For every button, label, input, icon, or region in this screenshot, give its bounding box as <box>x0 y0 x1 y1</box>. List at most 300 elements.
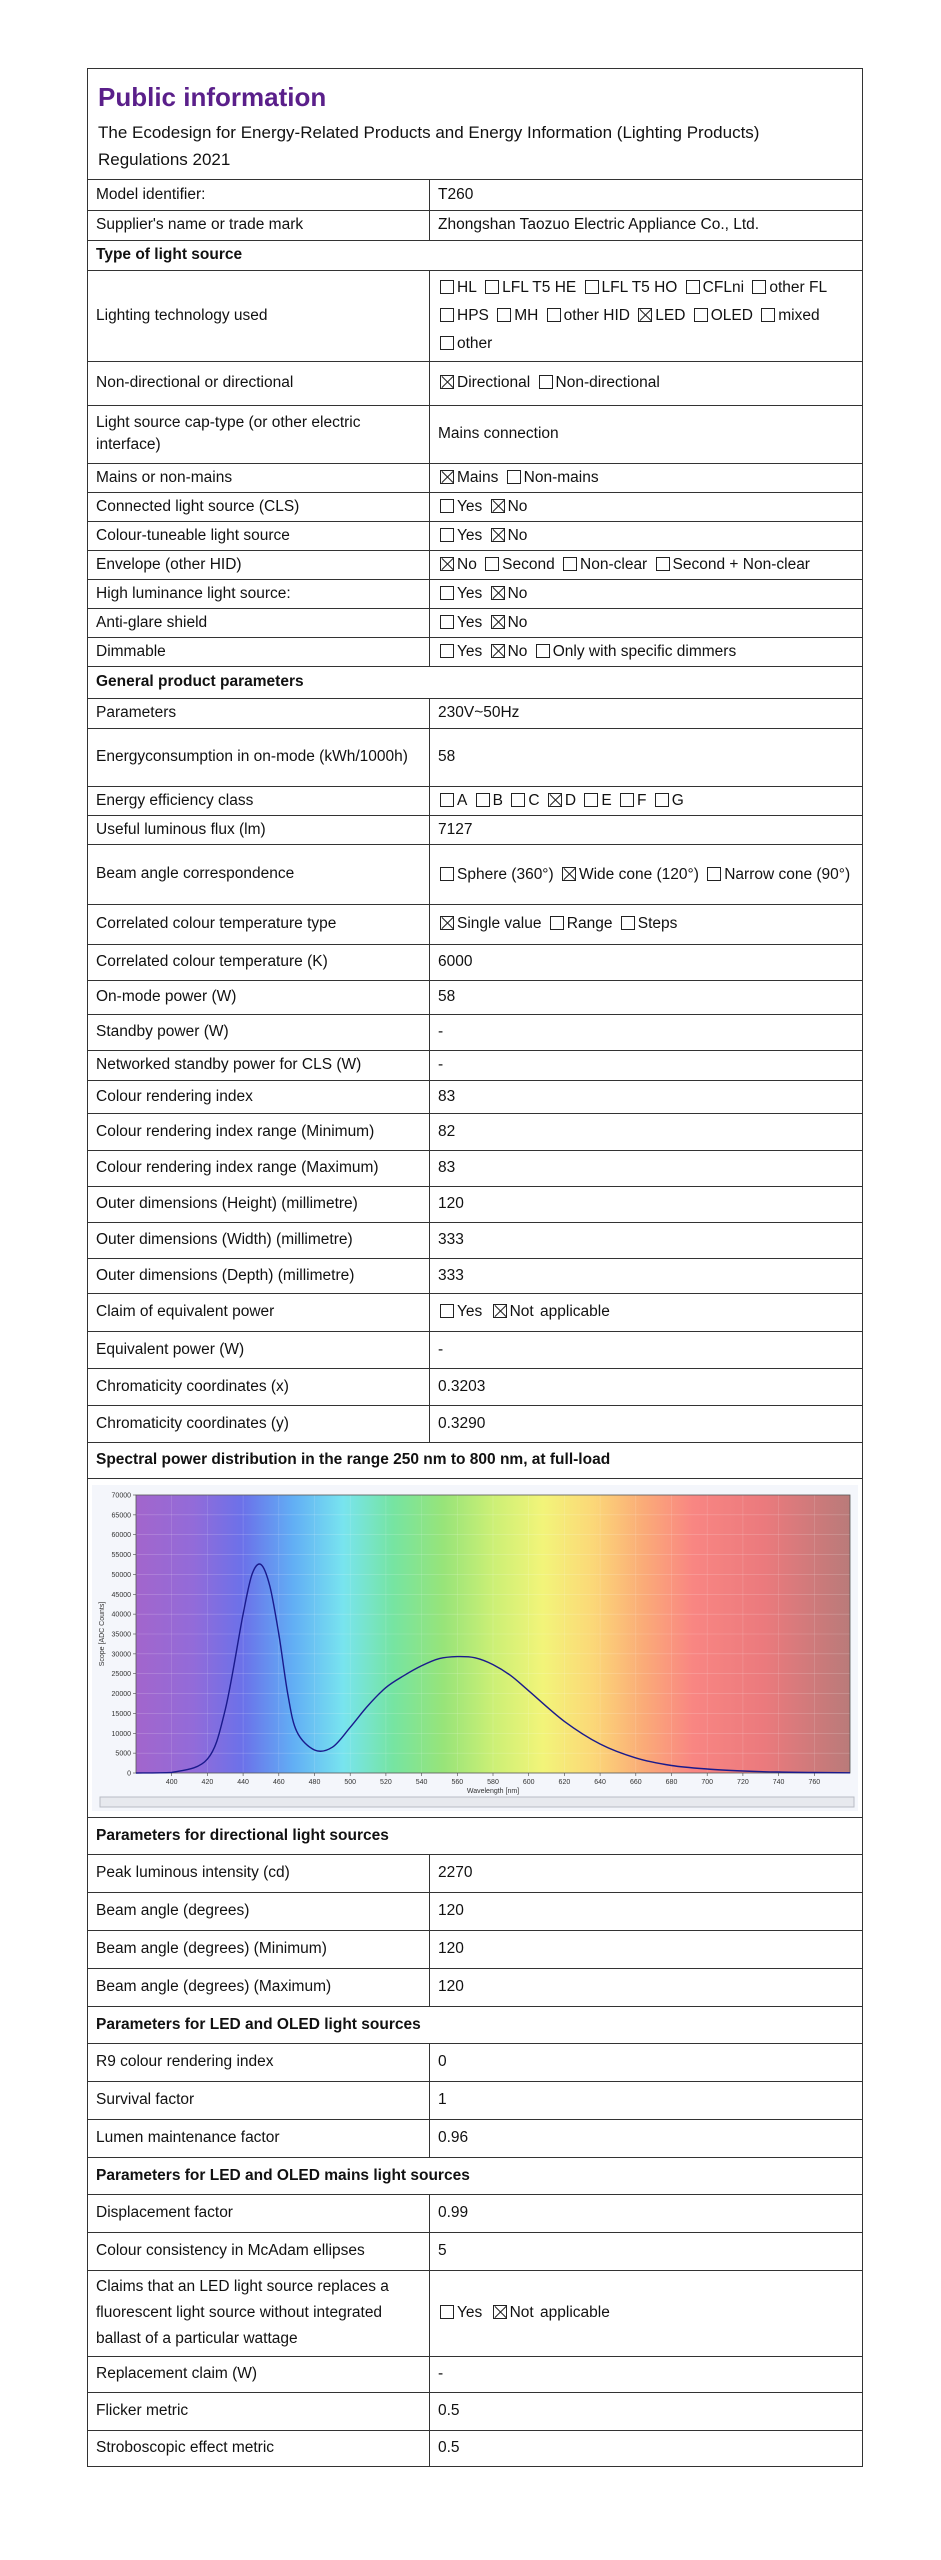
option <box>438 335 492 352</box>
info-table <box>88 180 862 2466</box>
row-value: 120 <box>430 1968 863 2006</box>
row-label: Colour-tuneable light source <box>88 521 430 550</box>
option <box>489 498 528 515</box>
checkbox-unchecked[interactable] <box>485 557 499 571</box>
section-header-row <box>88 2157 862 2194</box>
table-row <box>88 1892 862 1930</box>
row-label: Correlated colour temperature type <box>88 904 430 944</box>
row-label: Lighting technology used <box>88 270 430 361</box>
checkbox-unchecked[interactable] <box>655 793 669 807</box>
option-label: No <box>507 613 528 631</box>
checkbox-unchecked[interactable] <box>440 336 454 350</box>
checkbox-unchecked[interactable] <box>761 308 775 322</box>
table-row <box>88 728 862 786</box>
checkbox-checked[interactable] <box>491 644 505 658</box>
x-tick-label: 560 <box>451 1778 464 1786</box>
option <box>438 792 467 809</box>
table-row <box>88 1150 862 1186</box>
option <box>705 866 850 883</box>
option-label: Yes <box>457 497 483 515</box>
row-value: 0 <box>430 2043 863 2081</box>
checkbox-checked[interactable] <box>638 308 652 322</box>
checkbox-unchecked[interactable] <box>440 867 454 881</box>
x-tick-label: 580 <box>487 1778 499 1786</box>
y-tick-label: 35000 <box>111 1631 131 1638</box>
option <box>684 279 744 296</box>
x-axis-label: Wavelength [nm] <box>466 1787 520 1795</box>
table-row <box>88 844 862 904</box>
checkbox-unchecked[interactable] <box>497 308 511 322</box>
section-header-row <box>88 666 862 698</box>
option-label: F <box>637 791 647 809</box>
checkbox-unchecked[interactable] <box>539 375 553 389</box>
option-label: Mains <box>457 468 499 486</box>
x-tick-label: 520 <box>380 1778 392 1786</box>
checkbox-checked[interactable] <box>548 793 562 807</box>
section-title-directional: Parameters for directional light sources <box>88 1817 862 1854</box>
option-label: Only with specific dimmers <box>552 642 737 660</box>
row-value: 5 <box>430 2232 863 2270</box>
option <box>654 556 810 573</box>
option <box>438 643 482 660</box>
row-options <box>430 463 863 492</box>
x-tick-label: 620 <box>558 1778 571 1786</box>
row-label: Useful luminous flux (lm) <box>88 815 430 844</box>
option <box>438 374 530 391</box>
row-options <box>430 492 863 521</box>
table-row <box>88 2119 862 2157</box>
table-row <box>88 463 862 492</box>
row-value: 230V~50Hz <box>430 698 863 728</box>
checkbox-checked[interactable] <box>491 499 505 513</box>
option-label: CFLni <box>702 278 745 296</box>
checkbox-checked[interactable] <box>440 916 454 930</box>
row-options <box>430 270 863 361</box>
checkbox-unchecked[interactable] <box>507 470 521 484</box>
table-row <box>88 786 862 815</box>
row-value: 120 <box>430 1186 863 1222</box>
option-label: Non-mains <box>523 468 599 486</box>
option <box>438 915 541 932</box>
option-label: mixed <box>778 306 820 324</box>
option <box>582 792 611 809</box>
checkbox-unchecked[interactable] <box>440 2305 454 2319</box>
row-label: Connected light source (CLS) <box>88 492 430 521</box>
row-label: Claim of equivalent power <box>88 1293 430 1331</box>
x-tick-label: 420 <box>201 1778 214 1786</box>
y-tick-label: 60000 <box>111 1531 131 1539</box>
row-label: Lumen maintenance factor <box>88 2119 430 2157</box>
option <box>438 866 554 883</box>
checkbox-checked[interactable] <box>440 375 454 389</box>
row-value: 0.99 <box>430 2194 863 2232</box>
checkbox-checked[interactable] <box>493 2305 507 2319</box>
public-information-sheet <box>87 68 863 2467</box>
checkbox-unchecked[interactable] <box>440 280 454 294</box>
table-row <box>88 492 862 521</box>
row-options <box>430 844 863 904</box>
row-options <box>430 637 863 666</box>
row-value: 0.96 <box>430 2119 863 2157</box>
table-row <box>88 1331 862 1368</box>
checkbox-unchecked[interactable] <box>440 308 454 322</box>
chart-row <box>88 1478 862 1817</box>
y-tick-label: 15000 <box>111 1710 131 1718</box>
option-label: No <box>507 497 528 515</box>
checkbox-unchecked[interactable] <box>440 1304 454 1318</box>
y-tick-label: 45000 <box>111 1591 131 1599</box>
row-label: Standby power (W) <box>88 1014 430 1050</box>
checkbox-unchecked[interactable] <box>585 280 599 294</box>
row-label: Beam angle (degrees) (Maximum) <box>88 1968 430 2006</box>
option <box>438 556 477 573</box>
row-value: 333 <box>430 1258 863 1293</box>
checkbox-checked[interactable] <box>491 528 505 542</box>
option <box>438 614 482 631</box>
option <box>560 866 699 883</box>
table-row <box>88 579 862 608</box>
checkbox-unchecked[interactable] <box>511 793 525 807</box>
section-header-row <box>88 1442 862 1478</box>
row-label: Correlated colour temperature (K) <box>88 944 430 980</box>
y-tick-label: 5000 <box>115 1750 131 1758</box>
option <box>545 307 630 324</box>
option-label: Non-directional <box>555 374 660 391</box>
option <box>534 643 736 660</box>
checkbox-unchecked[interactable] <box>440 528 454 542</box>
row-value: 2270 <box>430 1854 863 1892</box>
option <box>489 585 528 602</box>
checkbox-checked[interactable] <box>491 586 505 600</box>
option-label: Range <box>566 915 613 932</box>
row-label: Beam angle (degrees) <box>88 1892 430 1930</box>
option-label: No <box>457 555 477 573</box>
checkbox-unchecked[interactable] <box>656 557 670 571</box>
row-value: 333 <box>430 1222 863 1258</box>
option <box>505 469 599 486</box>
y-tick-label: 20000 <box>111 1690 131 1698</box>
row-label: Displacement factor <box>88 2194 430 2232</box>
x-tick-label: 680 <box>665 1778 678 1786</box>
option <box>438 2304 482 2321</box>
row-label: High luminance light source: <box>88 579 430 608</box>
table-row <box>88 2356 862 2392</box>
checkbox-unchecked[interactable] <box>694 308 708 322</box>
checkbox-unchecked[interactable] <box>584 793 598 807</box>
row-value: 82 <box>430 1113 863 1150</box>
row-label: R9 colour rendering index <box>88 2043 430 2081</box>
y-tick-label: 10000 <box>111 1730 131 1738</box>
row-value: - <box>430 1050 863 1080</box>
option <box>489 527 528 544</box>
x-tick-label: 440 <box>237 1778 249 1786</box>
option <box>438 585 482 602</box>
section-title-led: Parameters for LED and OLED light sources <box>88 2006 862 2043</box>
spectrum-chart-svg <box>92 1485 858 1811</box>
checkbox-unchecked[interactable] <box>440 644 454 658</box>
section-title-type: Type of light source <box>88 240 862 270</box>
section-title-spd: Spectral power distribution in the range 250 nm to 800 nm, at full-load <box>88 1442 862 1478</box>
option-label: D <box>564 791 577 809</box>
row-value: 0.3290 <box>430 1405 863 1442</box>
row-label: Mains or non-mains <box>88 463 430 492</box>
option <box>618 792 646 809</box>
table-row <box>88 210 862 240</box>
option <box>474 792 503 809</box>
checkbox-unchecked[interactable] <box>563 557 577 571</box>
checkbox-unchecked[interactable] <box>440 499 454 513</box>
row-label: Colour consistency in McAdam ellipses <box>88 2232 430 2270</box>
row-value: 7127 <box>430 815 863 844</box>
table-row <box>88 361 862 405</box>
table-row <box>88 1258 862 1293</box>
row-value: 58 <box>430 728 863 786</box>
option <box>483 279 576 296</box>
row-options <box>430 361 863 405</box>
row-options <box>430 550 863 579</box>
row-label: Beam angle (degrees) (Minimum) <box>88 1930 430 1968</box>
row-value: 83 <box>430 1150 863 1186</box>
row-label: Equivalent power (W) <box>88 1331 430 1368</box>
option-label: No <box>507 642 528 660</box>
checkbox-unchecked[interactable] <box>440 586 454 600</box>
checkbox-unchecked[interactable] <box>620 793 634 807</box>
checkbox-checked[interactable] <box>491 615 505 629</box>
row-options <box>430 786 863 815</box>
x-tick-label: 540 <box>415 1778 428 1786</box>
row-value: 0.5 <box>430 2392 863 2430</box>
row-label: Colour rendering index <box>88 1080 430 1113</box>
x-tick-label: 720 <box>737 1778 749 1786</box>
y-axis-label: Scope [ADC Counts] <box>99 1601 106 1666</box>
page-title: Public information <box>98 82 327 112</box>
row-label: Outer dimensions (Depth) (millimetre) <box>88 1258 430 1293</box>
option-label: Not applicable <box>509 2304 610 2321</box>
option <box>750 279 827 296</box>
chart-cell <box>88 1478 862 1817</box>
checkbox-checked[interactable] <box>440 470 454 484</box>
option <box>636 307 685 324</box>
table-row <box>88 1014 862 1050</box>
table-row <box>88 944 862 980</box>
row-label: On-mode power (W) <box>88 980 430 1014</box>
row-value: 0.3203 <box>430 1368 863 1405</box>
checkbox-checked[interactable] <box>493 1304 507 1318</box>
row-label: Dimmable <box>88 637 430 666</box>
regulation-subtitle: The Ecodesign for Energy-Related Products and Energy Information (Lighting Products) Regulations 2021 <box>98 123 760 169</box>
row-options <box>430 904 863 944</box>
row-label: Outer dimensions (Width) (millimetre) <box>88 1222 430 1258</box>
option-label: G <box>671 791 684 809</box>
table-row <box>88 1854 862 1892</box>
section-title-mains: Parameters for LED and OLED mains light sources <box>88 2157 862 2194</box>
table-row <box>88 815 862 844</box>
option-label: E <box>601 791 612 809</box>
row-value: - <box>430 2356 863 2392</box>
row-value: 0.5 <box>430 2430 863 2466</box>
y-tick-label: 55000 <box>111 1551 131 1559</box>
option-label: HL <box>457 278 477 296</box>
option <box>438 279 477 296</box>
table-row <box>88 1050 862 1080</box>
option-label: No <box>507 584 528 602</box>
x-tick-label: 480 <box>308 1778 321 1786</box>
option <box>483 556 555 573</box>
row-label: Model identifier: <box>88 180 430 210</box>
checkbox-unchecked[interactable] <box>621 916 635 930</box>
x-tick-label: 700 <box>701 1778 714 1786</box>
row-value: 120 <box>430 1892 863 1930</box>
checkbox-checked[interactable] <box>440 557 454 571</box>
option-label: OLED <box>710 306 753 324</box>
option <box>489 643 528 660</box>
x-tick-label: 400 <box>165 1778 178 1786</box>
row-label: Supplier's name or trade mark <box>88 210 430 240</box>
option-label: other HID <box>563 306 630 324</box>
option-label: Second + Non-clear <box>672 555 810 573</box>
row-label: Non-directional or directional <box>88 361 430 405</box>
option-label: B <box>492 791 503 809</box>
table-row <box>88 180 862 210</box>
y-tick-label: 25000 <box>111 1670 131 1678</box>
x-tick-label: 740 <box>772 1778 785 1786</box>
option-label: Directional <box>457 374 531 391</box>
sheet-header <box>88 69 862 180</box>
checkbox-unchecked[interactable] <box>752 280 766 294</box>
option <box>438 1303 482 1320</box>
option-label: Second <box>502 555 555 573</box>
table-row <box>88 1080 862 1113</box>
table-row <box>88 698 862 728</box>
option <box>537 374 660 391</box>
x-tick-label: 760 <box>808 1778 821 1786</box>
table-row <box>88 1186 862 1222</box>
y-tick-label: 50000 <box>111 1571 131 1579</box>
section-header-row <box>88 240 862 270</box>
option <box>561 556 647 573</box>
option-label: Wide cone (120°) <box>578 865 699 883</box>
checkbox-unchecked[interactable] <box>707 867 721 881</box>
table-row <box>88 2392 862 2430</box>
checkbox-checked[interactable] <box>562 867 576 881</box>
table-row <box>88 1293 862 1331</box>
option-label: Yes <box>457 2304 483 2321</box>
table-row <box>88 2043 862 2081</box>
table-row <box>88 270 862 361</box>
x-tick-label: 660 <box>629 1778 642 1786</box>
option <box>619 915 678 932</box>
option <box>759 307 819 324</box>
row-label: Flicker metric <box>88 2392 430 2430</box>
row-label: Envelope (other HID) <box>88 550 430 579</box>
option-label: C <box>528 791 540 809</box>
x-tick-label: 640 <box>594 1778 606 1786</box>
row-value: 83 <box>430 1080 863 1113</box>
option-label: A <box>457 791 468 809</box>
option-label: Steps <box>637 915 678 932</box>
row-value: Zhongshan Taozuo Electric Appliance Co., Ltd. <box>430 210 863 240</box>
table-row <box>88 521 862 550</box>
checkbox-unchecked[interactable] <box>686 280 700 294</box>
checkbox-unchecked[interactable] <box>440 615 454 629</box>
checkbox-unchecked[interactable] <box>547 308 561 322</box>
row-value: 120 <box>430 1930 863 1968</box>
option-label: LED <box>655 306 686 324</box>
option <box>495 307 538 324</box>
x-tick-label: 600 <box>522 1778 535 1786</box>
table-row <box>88 1968 862 2006</box>
option-label: Narrow cone (90°) <box>724 865 851 883</box>
x-tick-label: 500 <box>344 1778 357 1786</box>
table-row <box>88 2081 862 2119</box>
row-value: 6000 <box>430 944 863 980</box>
option-label: MH <box>514 306 539 324</box>
row-value: 58 <box>430 980 863 1014</box>
x-tick-label: 460 <box>272 1778 285 1786</box>
option-label: Sphere (360°) <box>457 865 554 883</box>
option <box>548 915 613 932</box>
row-options <box>430 2270 863 2356</box>
row-label: Peak luminous intensity (cd) <box>88 1854 430 1892</box>
option <box>489 614 528 631</box>
option-label: Single value <box>457 915 542 932</box>
option <box>653 792 684 809</box>
checkbox-unchecked[interactable] <box>476 793 490 807</box>
checkbox-unchecked[interactable] <box>485 280 499 294</box>
checkbox-unchecked[interactable] <box>440 793 454 807</box>
row-value: - <box>430 1331 863 1368</box>
row-label: Parameters <box>88 698 430 728</box>
checkbox-unchecked[interactable] <box>550 916 564 930</box>
y-tick-label: 65000 <box>111 1511 131 1519</box>
row-options <box>430 608 863 637</box>
row-options <box>430 579 863 608</box>
table-row <box>88 904 862 944</box>
option-label: other <box>457 334 493 352</box>
row-label: Light source cap-type (or other electric interface) <box>88 405 430 463</box>
table-row <box>88 2194 862 2232</box>
table-row <box>88 1930 862 1968</box>
option <box>491 2304 610 2321</box>
table-row <box>88 1405 862 1442</box>
option-label: Yes <box>457 584 483 602</box>
row-value: T260 <box>438 185 474 203</box>
row-label: Networked standby power for CLS (W) <box>88 1050 430 1080</box>
y-tick-label: 30000 <box>111 1650 131 1658</box>
option <box>438 498 482 515</box>
option <box>583 279 678 296</box>
option <box>509 792 539 809</box>
option <box>438 307 489 324</box>
section-header-row <box>88 1817 862 1854</box>
option-label: Yes <box>457 526 483 544</box>
chart-scrollbar[interactable] <box>100 1797 854 1807</box>
table-row <box>88 1222 862 1258</box>
option-label: LFL T5 HE <box>502 278 577 296</box>
checkbox-unchecked[interactable] <box>536 644 550 658</box>
option-label: Yes <box>457 613 483 631</box>
y-tick-label: 40000 <box>111 1611 131 1619</box>
table-row <box>88 405 862 463</box>
section-header-row <box>88 2006 862 2043</box>
row-label: Colour rendering index range (Minimum) <box>88 1113 430 1150</box>
row-label: Energyconsumption in on-mode (kWh/1000h) <box>88 728 430 786</box>
row-label: Beam angle correspondence <box>88 844 430 904</box>
option-label: Yes <box>457 1303 483 1320</box>
row-label: Colour rendering index range (Maximum) <box>88 1150 430 1186</box>
option-label: No <box>507 526 528 544</box>
option-label: Not applicable <box>509 1303 610 1320</box>
